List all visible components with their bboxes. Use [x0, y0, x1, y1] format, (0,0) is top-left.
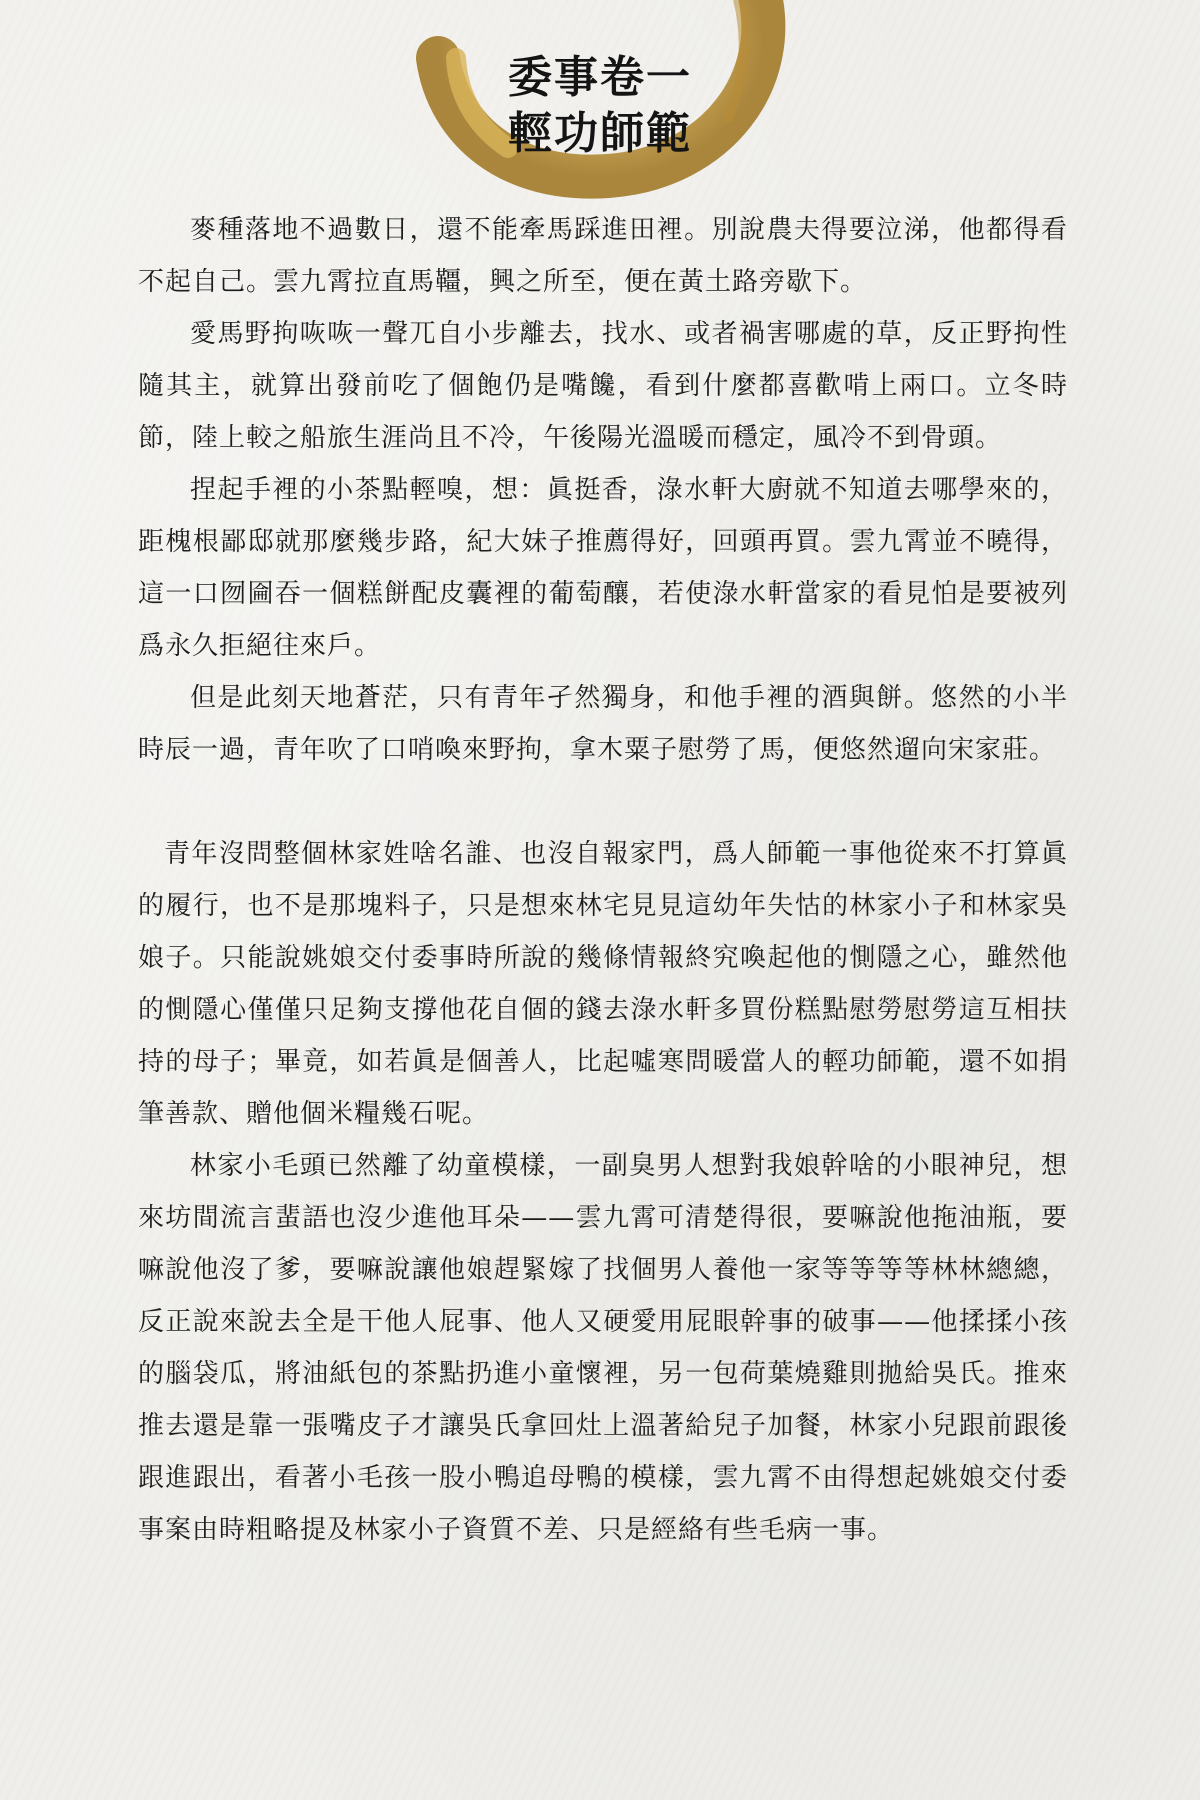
paragraph: 愛馬野拘咴咴一聲兀自小步離去，找水、或者禍害哪處的草，反正野拘性隨其主，就算出發前吃了個飽仍是嘴饞，看到什麼都喜歡啃上兩口。立冬時節，陸上較之船旅生涯尚且不冷，午後陽光溫暖而穩定，風冷不到骨頭。 [138, 319, 1068, 453]
paragraph: 捏起手裡的小茶點輕嗅，想：眞挺香，淥水軒大廚就不知道去哪學來的，距槐根鄙邸就那麼幾步路，紀大妹子推薦得好，回頭再買。雲九霄並不曉得，這一口囫圇吞一個糕餅配皮囊裡的葡萄釀，若使淥水軒當家的看見怕是要被列爲永久拒絕往來戶。 [138, 475, 1068, 661]
chapter-heading [480, 50, 720, 162]
body-text [138, 204, 1068, 1556]
paragraph: 林家小毛頭已然離了幼童模樣，一副臭男人想對我娘幹啥的小眼神兒，想來坊間流言蜚語也沒少進他耳朵——雲九霄可清楚得很，要嘛說他拖油瓶，要嘛說他沒了爹，要嘛說讓他娘趕緊嫁了找個男人養他一家等等等等林林總總，反正說來說去全是干他人屁事、他人又硬愛用屁眼幹事的破事——他揉揉小孩的腦袋瓜，將油紙包的茶點扔進小童懷裡，另一包荷葉燒雞則拋給吳氏。推來推去還是靠一張嘴皮子才讓吳氏拿回灶上溫著給兒子加餐，林家小兒跟前跟後跟進跟出，看著小毛孩一股小鴨追母鴨的模樣，雲九霄不由得想起姚娘交付委事案由時粗略提及林家小子資質不差、只是經絡有些毛病一事。 [138, 1151, 1068, 1545]
chapter-title-line1: 委事卷一 [508, 52, 692, 103]
paragraph: 但是此刻天地蒼茫，只有青年孑然獨身，和他手裡的酒與餅。悠然的小半時辰一過，青年吹了口哨喚來野拘，拿木粟子慰勞了馬，便悠然遛向宋家莊。 [138, 683, 1068, 765]
chapter-title-line2: 輕功師範 [508, 108, 692, 159]
paragraph: 麥種落地不過數日，還不能牽馬踩進田裡。別說農夫得要泣涕，他都得看不起自己。雲九霄拉直馬韁，興之所至，便在黃土路旁歇下。 [138, 215, 1068, 297]
paragraph: 青年沒問整個林家姓啥名誰、也沒自報家門，爲人師範一事他從來不打算眞的履行，也不是那塊料子，只是想來林宅見見這幼年失怙的林家小子和林家吳娘子。只能說姚娘交付委事時所說的幾條情報終究喚起他的惻隱之心，雖然他的惻隱心僅僅只足夠支撐他花自個的錢去淥水軒多買份糕點慰勞慰勞這互相扶持的母子；畢竟，如若眞是個善人，比起噓寒問暖當人的輕功師範，還不如捐筆善款、贈他個米糧幾石呢。 [138, 839, 1068, 1129]
section-gap [138, 776, 1068, 828]
